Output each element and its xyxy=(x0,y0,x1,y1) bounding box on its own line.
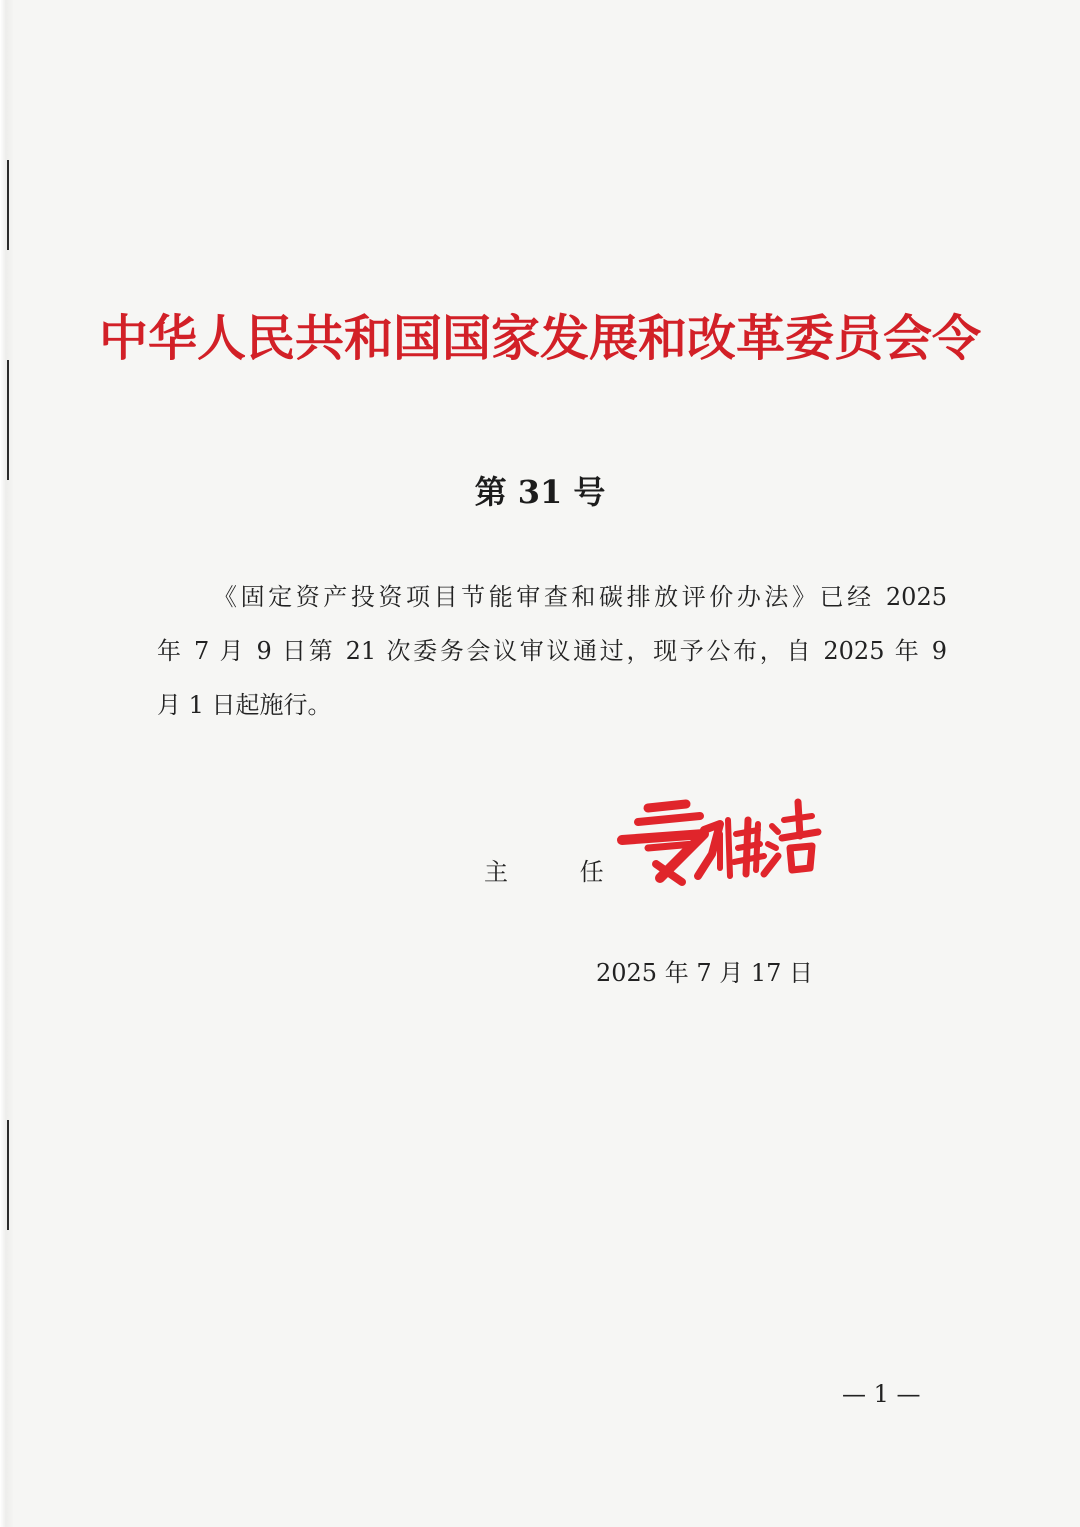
binding-mark xyxy=(7,1120,9,1230)
director-label: 主 任 xyxy=(484,858,636,886)
binding-mark xyxy=(7,360,9,480)
page-number: — 1 — xyxy=(842,1380,921,1408)
body-line: 《固定资产投资项目节能审查和碳排放评价办法》已经 2025 xyxy=(213,583,947,611)
body-line: 年 7 月 9 日第 21 次委务会议审议通过，现予公布，自 2025 年 9 xyxy=(157,637,947,665)
binding-mark xyxy=(7,160,9,250)
document-body xyxy=(157,570,947,732)
document-number: 第 31 号 xyxy=(474,473,606,511)
document-date: 2025 年 7 月 17 日 xyxy=(596,959,814,987)
document-header-title: 中华人民共和国国家发展和改革委员会令 xyxy=(98,309,981,367)
signature-image xyxy=(608,790,838,900)
body-line: 月 1 日起施行。 xyxy=(157,691,332,719)
binding-edge xyxy=(0,0,14,1527)
handwritten-signature xyxy=(608,790,838,900)
